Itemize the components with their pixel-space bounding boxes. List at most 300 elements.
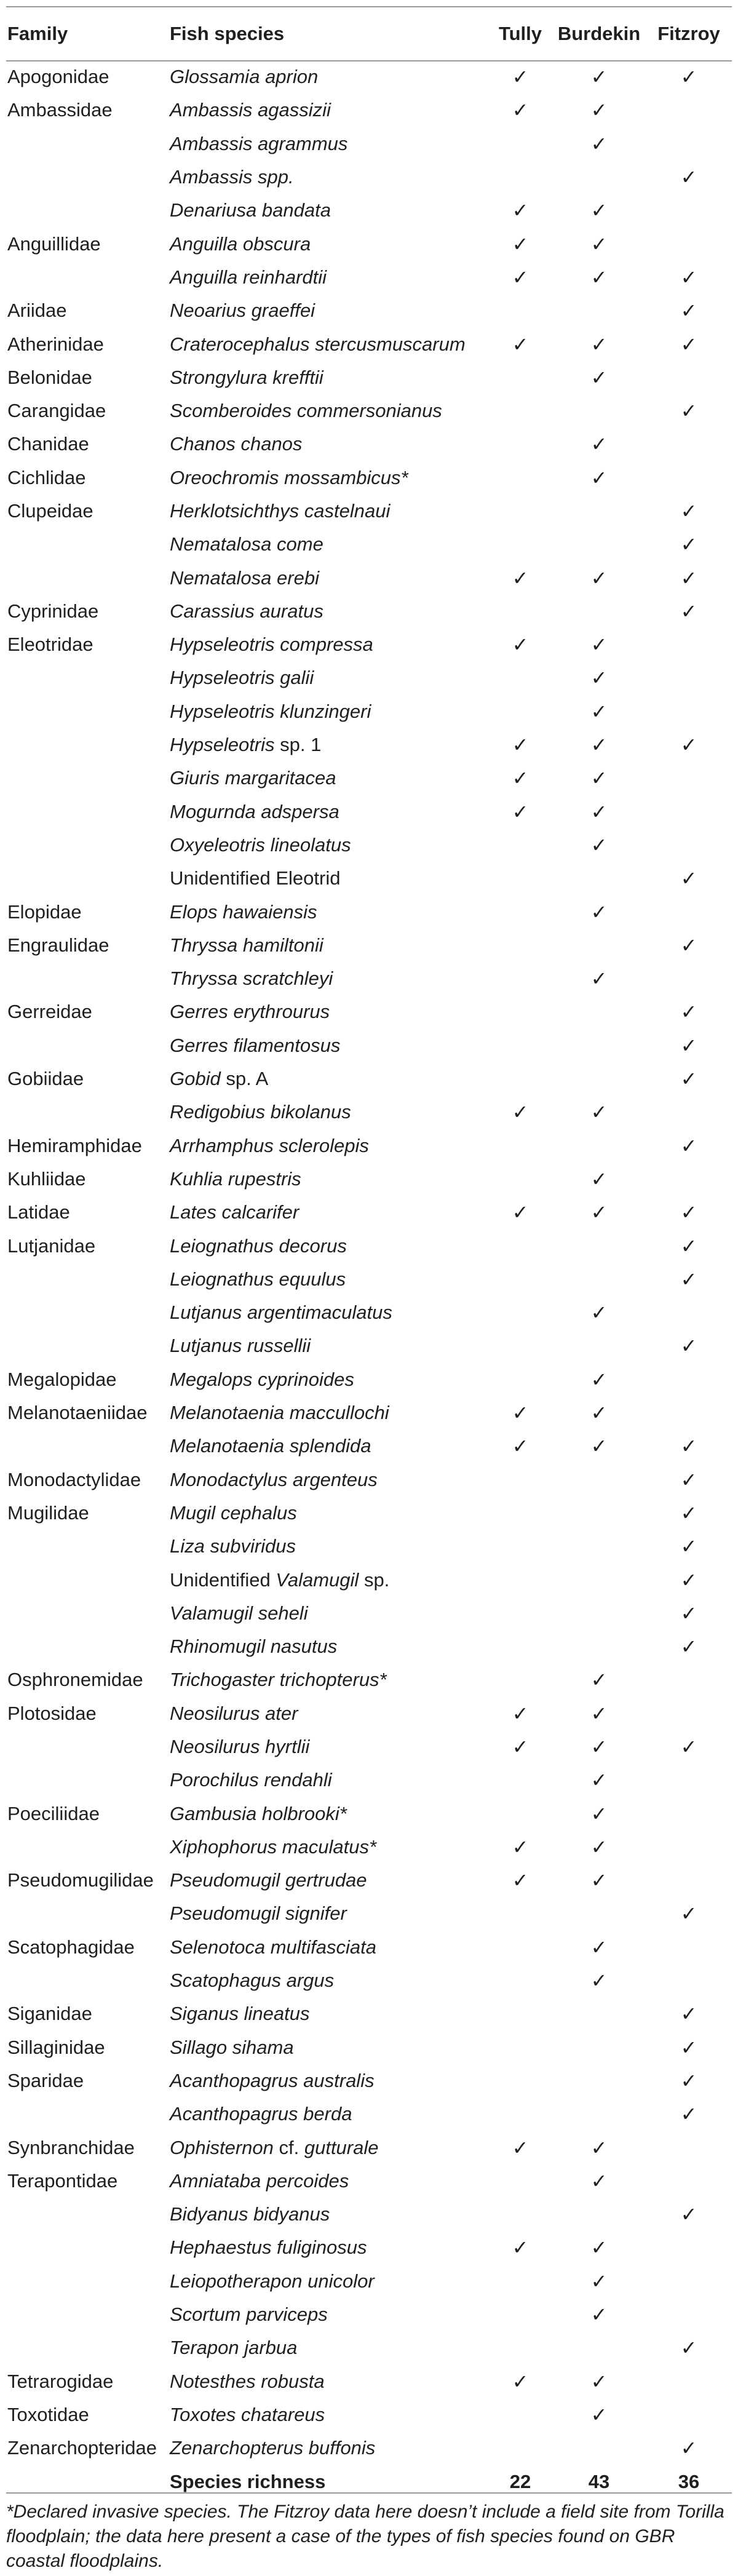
species-cell — [169, 327, 487, 360]
tully-presence-cell — [487, 495, 552, 528]
species-cell — [169, 728, 487, 761]
tully-presence-cell — [487, 194, 552, 227]
burdekin-presence-cell — [552, 1730, 645, 1763]
species-cell — [169, 1964, 487, 1997]
table-row — [6, 1497, 732, 1530]
tully-presence-cell — [487, 561, 552, 594]
species-suffix: sp. — [359, 1568, 390, 1591]
table-row — [6, 1831, 732, 1864]
burdekin-presence-cell — [552, 561, 645, 594]
family-cell — [6, 2331, 169, 2364]
family-cell: Ariidae — [7, 300, 67, 322]
checkmark-icon: ✓ — [680, 1636, 697, 1658]
species-cell — [169, 2097, 487, 2131]
fitzroy-presence-cell — [645, 1997, 732, 2030]
family-cell — [6, 127, 169, 161]
checkmark-icon: ✓ — [590, 833, 608, 856]
species-name: Kuhlia rupestris — [170, 1167, 301, 1190]
species-name: Ophisternon — [170, 2136, 274, 2158]
fitzroy-presence-cell — [645, 1263, 732, 1296]
species-cell — [169, 361, 487, 394]
checkmark-icon: ✓ — [680, 1602, 697, 1624]
family-cell: Gerreidae — [7, 1001, 92, 1023]
checkmark-icon: ✓ — [590, 700, 608, 723]
family-cell: Atherinidae — [7, 333, 104, 355]
fitzroy-presence-cell — [645, 93, 732, 127]
tully-presence-cell — [487, 995, 552, 1028]
species-cell — [169, 1864, 487, 1897]
fitzroy-presence-cell — [645, 2364, 732, 2398]
species-cell — [169, 2431, 487, 2465]
species-name: Xiphophorus maculatus* — [170, 1835, 377, 1858]
table-row — [6, 2031, 732, 2064]
tully-presence-cell — [487, 1263, 552, 1296]
fitzroy-presence-cell — [645, 1429, 732, 1463]
family-cell — [6, 561, 169, 594]
table-row — [6, 995, 732, 1028]
checkmark-icon: ✓ — [590, 333, 608, 356]
fitzroy-presence-cell — [645, 461, 732, 495]
tully-presence-cell — [487, 1763, 552, 1797]
burdekin-presence-cell — [552, 2398, 645, 2431]
checkmark-icon: ✓ — [590, 1702, 608, 1725]
burdekin-presence-cell — [552, 1229, 645, 1262]
species-name: Denariusa bandata — [170, 199, 331, 221]
family-cell — [6, 2097, 169, 2131]
checkmark-icon: ✓ — [680, 1268, 697, 1290]
fitzroy-presence-cell — [645, 962, 732, 995]
species-cell — [169, 1497, 487, 1530]
species-name: Oxyeleotris lineolatus — [170, 833, 351, 856]
species-name: Trichogaster trichopterus* — [170, 1669, 387, 1691]
checkmark-icon: ✓ — [590, 266, 608, 288]
table-row — [6, 2431, 732, 2465]
species-name: Thryssa scratchleyi — [170, 968, 333, 990]
species-name: Glossamia aprion — [170, 66, 319, 88]
checkmark-icon: ✓ — [680, 934, 697, 956]
table-row — [6, 1229, 732, 1262]
tully-presence-cell — [487, 93, 552, 127]
species-name: Leiognathus decorus — [170, 1234, 347, 1257]
tully-presence-cell — [487, 1196, 552, 1229]
species-cell — [169, 1029, 487, 1062]
fitzroy-presence-cell — [645, 561, 732, 594]
burdekin-presence-cell — [552, 194, 645, 227]
fitzroy-presence-cell — [645, 728, 732, 761]
burdekin-presence-cell — [552, 1263, 645, 1296]
species-cell — [169, 1763, 487, 1797]
table-row — [6, 1129, 732, 1163]
tully-presence-cell — [487, 2431, 552, 2465]
fitzroy-presence-cell — [645, 361, 732, 394]
tully-presence-cell — [487, 528, 552, 561]
tully-presence-cell — [487, 1797, 552, 1830]
species-cell — [169, 1129, 487, 1163]
burdekin-presence-cell — [552, 1630, 645, 1663]
tully-presence-cell — [487, 728, 552, 761]
checkmark-icon: ✓ — [680, 1535, 697, 1558]
burdekin-presence-cell — [552, 1129, 645, 1163]
family-cell — [6, 1730, 169, 1763]
table-row — [6, 294, 732, 327]
family-cell: Kuhliidae — [7, 1167, 86, 1190]
tully-presence-cell — [487, 829, 552, 862]
species-name: Neoarius graeffei — [170, 300, 315, 322]
species-cell — [169, 461, 487, 495]
burdekin-presence-cell — [552, 1095, 645, 1129]
fitzroy-presence-cell — [645, 628, 732, 661]
fitzroy-presence-cell — [645, 1396, 732, 1429]
tully-presence-cell — [487, 1429, 552, 1463]
checkmark-icon: ✓ — [680, 333, 697, 356]
species-name: Pseudomugil gertrudae — [170, 1869, 367, 1891]
tully-presence-cell — [487, 1697, 552, 1730]
species-cell — [169, 661, 487, 694]
tully-presence-cell — [487, 1630, 552, 1663]
tully-presence-cell — [487, 1964, 552, 1997]
fitzroy-presence-cell — [645, 495, 732, 528]
family-cell: Monodactylidae — [7, 1468, 141, 1490]
species-suffix: sp. A — [220, 1068, 269, 1090]
species-name: Anguilla reinhardtii — [170, 266, 327, 288]
tully-presence-cell — [487, 1831, 552, 1864]
family-cell: Latidae — [7, 1201, 70, 1223]
table-row — [6, 2198, 732, 2231]
checkmark-icon: ✓ — [590, 2136, 608, 2159]
species-cell — [169, 1296, 487, 1329]
checkmark-icon: ✓ — [680, 2437, 697, 2460]
table-row — [6, 761, 732, 795]
family-cell — [6, 695, 169, 728]
species-name: Herklotsichthys castelnaui — [170, 500, 391, 522]
table-row — [6, 1296, 732, 1329]
table-row — [6, 1563, 732, 1596]
burdekin-presence-cell — [552, 1897, 645, 1930]
species-name: Neosilurus hyrtlii — [170, 1735, 310, 1757]
species-name: Gerres filamentosus — [170, 1034, 341, 1056]
burdekin-presence-cell — [552, 2331, 645, 2364]
table-row — [6, 895, 732, 928]
burdekin-presence-cell — [552, 528, 645, 561]
fitzroy-presence-cell — [645, 1697, 732, 1730]
fitzroy-presence-cell — [645, 2131, 732, 2164]
burdekin-presence-cell — [552, 1530, 645, 1563]
species-richness-row — [6, 2465, 732, 2499]
fitzroy-presence-cell — [645, 829, 732, 862]
table-row — [6, 1763, 732, 1797]
family-cell — [6, 1530, 169, 1563]
checkmark-icon: ✓ — [680, 266, 697, 288]
burdekin-presence-cell — [552, 427, 645, 461]
family-cell — [6, 1763, 169, 1797]
fitzroy-presence-cell — [645, 1763, 732, 1797]
burdekin-presence-cell — [552, 294, 645, 327]
checkmark-icon: ✓ — [512, 266, 529, 288]
checkmark-icon: ✓ — [512, 2136, 529, 2159]
burdekin-presence-cell — [552, 2198, 645, 2231]
table-row — [6, 1062, 732, 1095]
family-cell — [6, 962, 169, 995]
checkmark-icon: ✓ — [680, 2003, 697, 2025]
tully-presence-cell — [487, 2131, 552, 2164]
table-bottom-rule — [6, 2492, 732, 2494]
burdekin-presence-cell — [552, 261, 645, 294]
tully-presence-cell — [487, 127, 552, 161]
species-cell — [169, 1095, 487, 1129]
family-cell: Megalopidae — [7, 1368, 117, 1390]
family-cell: Osphronemidae — [7, 1669, 143, 1691]
tully-presence-cell — [487, 1997, 552, 2030]
checkmark-icon: ✓ — [680, 1034, 697, 1057]
species-name: Leiopotherapon unicolor — [170, 2270, 375, 2292]
species-name: Liza subviridus — [170, 1535, 296, 1557]
family-cell: Engraulidae — [7, 934, 109, 956]
burdekin-presence-cell — [552, 1029, 645, 1062]
species-name: Pseudomugil signifer — [170, 1902, 347, 1925]
burdekin-presence-cell — [552, 595, 645, 628]
header-fitzroy: Fitzroy — [657, 23, 720, 44]
checkmark-icon: ✓ — [512, 1435, 529, 1458]
checkmark-icon: ✓ — [590, 900, 608, 923]
species-name: Carassius auratus — [170, 600, 323, 622]
fitzroy-presence-cell — [645, 795, 732, 829]
checkmark-icon: ✓ — [590, 1869, 608, 1892]
family-cell: Anguillidae — [7, 233, 101, 255]
fitzroy-presence-cell — [645, 1931, 732, 1964]
family-cell — [6, 2265, 169, 2298]
tully-presence-cell — [487, 427, 552, 461]
fitzroy-presence-cell — [645, 1329, 732, 1362]
family-cell: Pseudomugilidae — [7, 1869, 154, 1891]
species-cell — [169, 2331, 487, 2364]
fitzroy-presence-cell — [645, 661, 732, 694]
table-row — [6, 161, 732, 194]
checkmark-icon: ✓ — [680, 1435, 697, 1458]
species-cell — [169, 1997, 487, 2030]
burdekin-presence-cell — [552, 1329, 645, 1362]
checkmark-icon: ✓ — [512, 634, 529, 656]
burdekin-presence-cell — [552, 1997, 645, 2030]
checkmark-icon: ✓ — [590, 466, 608, 489]
species-name: Rhinomugil nasutus — [170, 1636, 338, 1658]
burdekin-presence-cell — [552, 227, 645, 260]
fitzroy-presence-cell — [645, 1163, 732, 1196]
burdekin-presence-cell — [552, 1396, 645, 1429]
table-row — [6, 1730, 732, 1763]
species-cell — [169, 761, 487, 795]
tully-presence-cell — [487, 1864, 552, 1897]
species-name: Elops hawaiensis — [170, 900, 317, 923]
burdekin-presence-cell — [552, 1763, 645, 1797]
species-cell — [169, 427, 487, 461]
fitzroy-presence-cell — [645, 1797, 732, 1830]
checkmark-icon: ✓ — [680, 734, 697, 757]
table-row — [6, 227, 732, 260]
fitzroy-presence-cell — [645, 2198, 732, 2231]
species-name: Scortum parviceps — [170, 2304, 328, 2326]
species-name: Giuris margaritacea — [170, 767, 336, 789]
checkmark-icon: ✓ — [590, 1368, 608, 1391]
table-row — [6, 1697, 732, 1730]
tully-presence-cell — [487, 1730, 552, 1763]
checkmark-icon: ✓ — [590, 66, 608, 89]
tully-presence-cell — [487, 1463, 552, 1496]
table-row — [6, 2165, 732, 2198]
checkmark-icon: ✓ — [590, 968, 608, 990]
family-cell — [6, 1563, 169, 1596]
table-row — [6, 261, 732, 294]
species-cell — [169, 294, 487, 327]
species-name: Lates calcarifer — [170, 1201, 300, 1223]
species-cell — [169, 1263, 487, 1296]
checkmark-icon: ✓ — [512, 734, 529, 757]
fitzroy-presence-cell — [645, 1129, 732, 1163]
fitzroy-presence-cell — [645, 2231, 732, 2264]
table-row — [6, 2097, 732, 2131]
fitzroy-presence-cell — [645, 161, 732, 194]
species-name: Melanotaenia maccullochi — [170, 1402, 389, 1424]
family-cell — [6, 795, 169, 829]
family-cell — [6, 2298, 169, 2331]
table-row — [6, 1997, 732, 2030]
species-name: Ambassis agrammus — [170, 132, 348, 154]
tully-presence-cell — [487, 795, 552, 829]
fitzroy-presence-cell — [645, 1897, 732, 1930]
species-name: Redigobius bikolanus — [170, 1101, 351, 1123]
species-tail: gutturale — [304, 2136, 379, 2158]
burdekin-total: 43 — [588, 2471, 610, 2493]
table-row — [6, 862, 732, 895]
burdekin-presence-cell — [552, 1597, 645, 1630]
species-cell — [169, 2031, 487, 2064]
checkmark-icon: ✓ — [512, 99, 529, 122]
table-row — [6, 1630, 732, 1663]
species-name: Monodactylus argenteus — [170, 1468, 378, 1490]
tully-presence-cell — [487, 1329, 552, 1362]
species-cell — [169, 1797, 487, 1830]
burdekin-presence-cell — [552, 1931, 645, 1964]
tully-presence-cell — [487, 1163, 552, 1196]
burdekin-presence-cell — [552, 1429, 645, 1463]
header-tully: Tully — [498, 23, 542, 44]
family-cell — [6, 1831, 169, 1864]
species-cell — [169, 1563, 487, 1596]
fitzroy-presence-cell — [645, 2097, 732, 2131]
species-name: Leiognathus equulus — [170, 1268, 346, 1290]
table-row — [6, 1329, 732, 1362]
table-row — [6, 561, 732, 594]
burdekin-presence-cell — [552, 394, 645, 427]
checkmark-icon: ✓ — [590, 233, 608, 255]
species-richness-label: Species richness — [170, 2471, 326, 2493]
burdekin-presence-cell — [552, 962, 645, 995]
burdekin-presence-cell — [552, 2097, 645, 2131]
fitzroy-presence-cell — [645, 2398, 732, 2431]
fitzroy-presence-cell — [645, 1663, 732, 1696]
species-name: Hypseleotris compressa — [170, 634, 373, 656]
table-row — [6, 1897, 732, 1930]
species-cell — [169, 595, 487, 628]
family-cell — [6, 261, 169, 294]
species-name: Nematalosa come — [170, 533, 323, 555]
checkmark-icon: ✓ — [590, 1167, 608, 1190]
species-name: Hephaestus fuliginosus — [170, 2236, 367, 2259]
tully-presence-cell — [487, 2364, 552, 2398]
checkmark-icon: ✓ — [590, 667, 608, 690]
table-row — [6, 60, 732, 93]
tully-presence-cell — [487, 761, 552, 795]
checkmark-icon: ✓ — [590, 566, 608, 589]
species-cell — [169, 561, 487, 594]
species-cell — [169, 127, 487, 161]
checkmark-icon: ✓ — [512, 233, 529, 255]
species-name: Siganus lineatus — [170, 2003, 310, 2025]
family-cell: Clupeidae — [7, 500, 93, 522]
burdekin-presence-cell — [552, 1964, 645, 1997]
species-cell — [169, 1163, 487, 1196]
tully-presence-cell — [487, 962, 552, 995]
burdekin-presence-cell — [552, 2231, 645, 2264]
checkmark-icon: ✓ — [590, 132, 608, 155]
fitzroy-presence-cell — [645, 1497, 732, 1530]
species-cell — [169, 1530, 487, 1563]
family-cell: Toxotidae — [7, 2403, 89, 2425]
species-cell — [169, 895, 487, 928]
table-row — [6, 795, 732, 829]
tully-presence-cell — [487, 1229, 552, 1262]
burdekin-presence-cell — [552, 661, 645, 694]
header-family: Family — [7, 23, 68, 44]
family-cell: Plotosidae — [7, 1702, 97, 1724]
table-row — [6, 1263, 732, 1296]
burdekin-presence-cell — [552, 1864, 645, 1897]
tully-presence-cell — [487, 461, 552, 495]
checkmark-icon: ✓ — [590, 1402, 608, 1425]
burdekin-presence-cell — [552, 2364, 645, 2398]
species-cell — [169, 929, 487, 962]
species-name: Nematalosa erebi — [170, 566, 319, 589]
table-row — [6, 2364, 732, 2398]
tully-presence-cell — [487, 161, 552, 194]
species-name: Lutjanus argentimaculatus — [170, 1302, 392, 1324]
species-cell — [169, 1329, 487, 1362]
species-name: Amniataba percoides — [170, 2169, 349, 2192]
tully-presence-cell — [487, 2198, 552, 2231]
species-cell — [169, 93, 487, 127]
family-cell: Tetrarogidae — [7, 2370, 114, 2392]
tully-presence-cell — [487, 294, 552, 327]
table-row — [6, 1029, 732, 1062]
checkmark-icon: ✓ — [680, 66, 697, 89]
checkmark-icon: ✓ — [512, 800, 529, 823]
table-row — [6, 461, 732, 495]
table-row — [6, 728, 732, 761]
family-cell — [6, 1630, 169, 1663]
family-cell: Chanidae — [7, 433, 89, 455]
species-cell — [169, 795, 487, 829]
checkmark-icon: ✓ — [590, 2236, 608, 2259]
checkmark-icon: ✓ — [680, 1234, 697, 1257]
species-cell — [169, 528, 487, 561]
fitzroy-presence-cell — [645, 1029, 732, 1062]
table-row — [6, 1196, 732, 1229]
species-cell — [169, 1229, 487, 1262]
species-name: Gambusia holbrooki* — [170, 1802, 347, 1824]
family-cell — [6, 862, 169, 895]
burdekin-presence-cell — [552, 127, 645, 161]
checkmark-icon: ✓ — [590, 1435, 608, 1458]
family-cell — [6, 194, 169, 227]
